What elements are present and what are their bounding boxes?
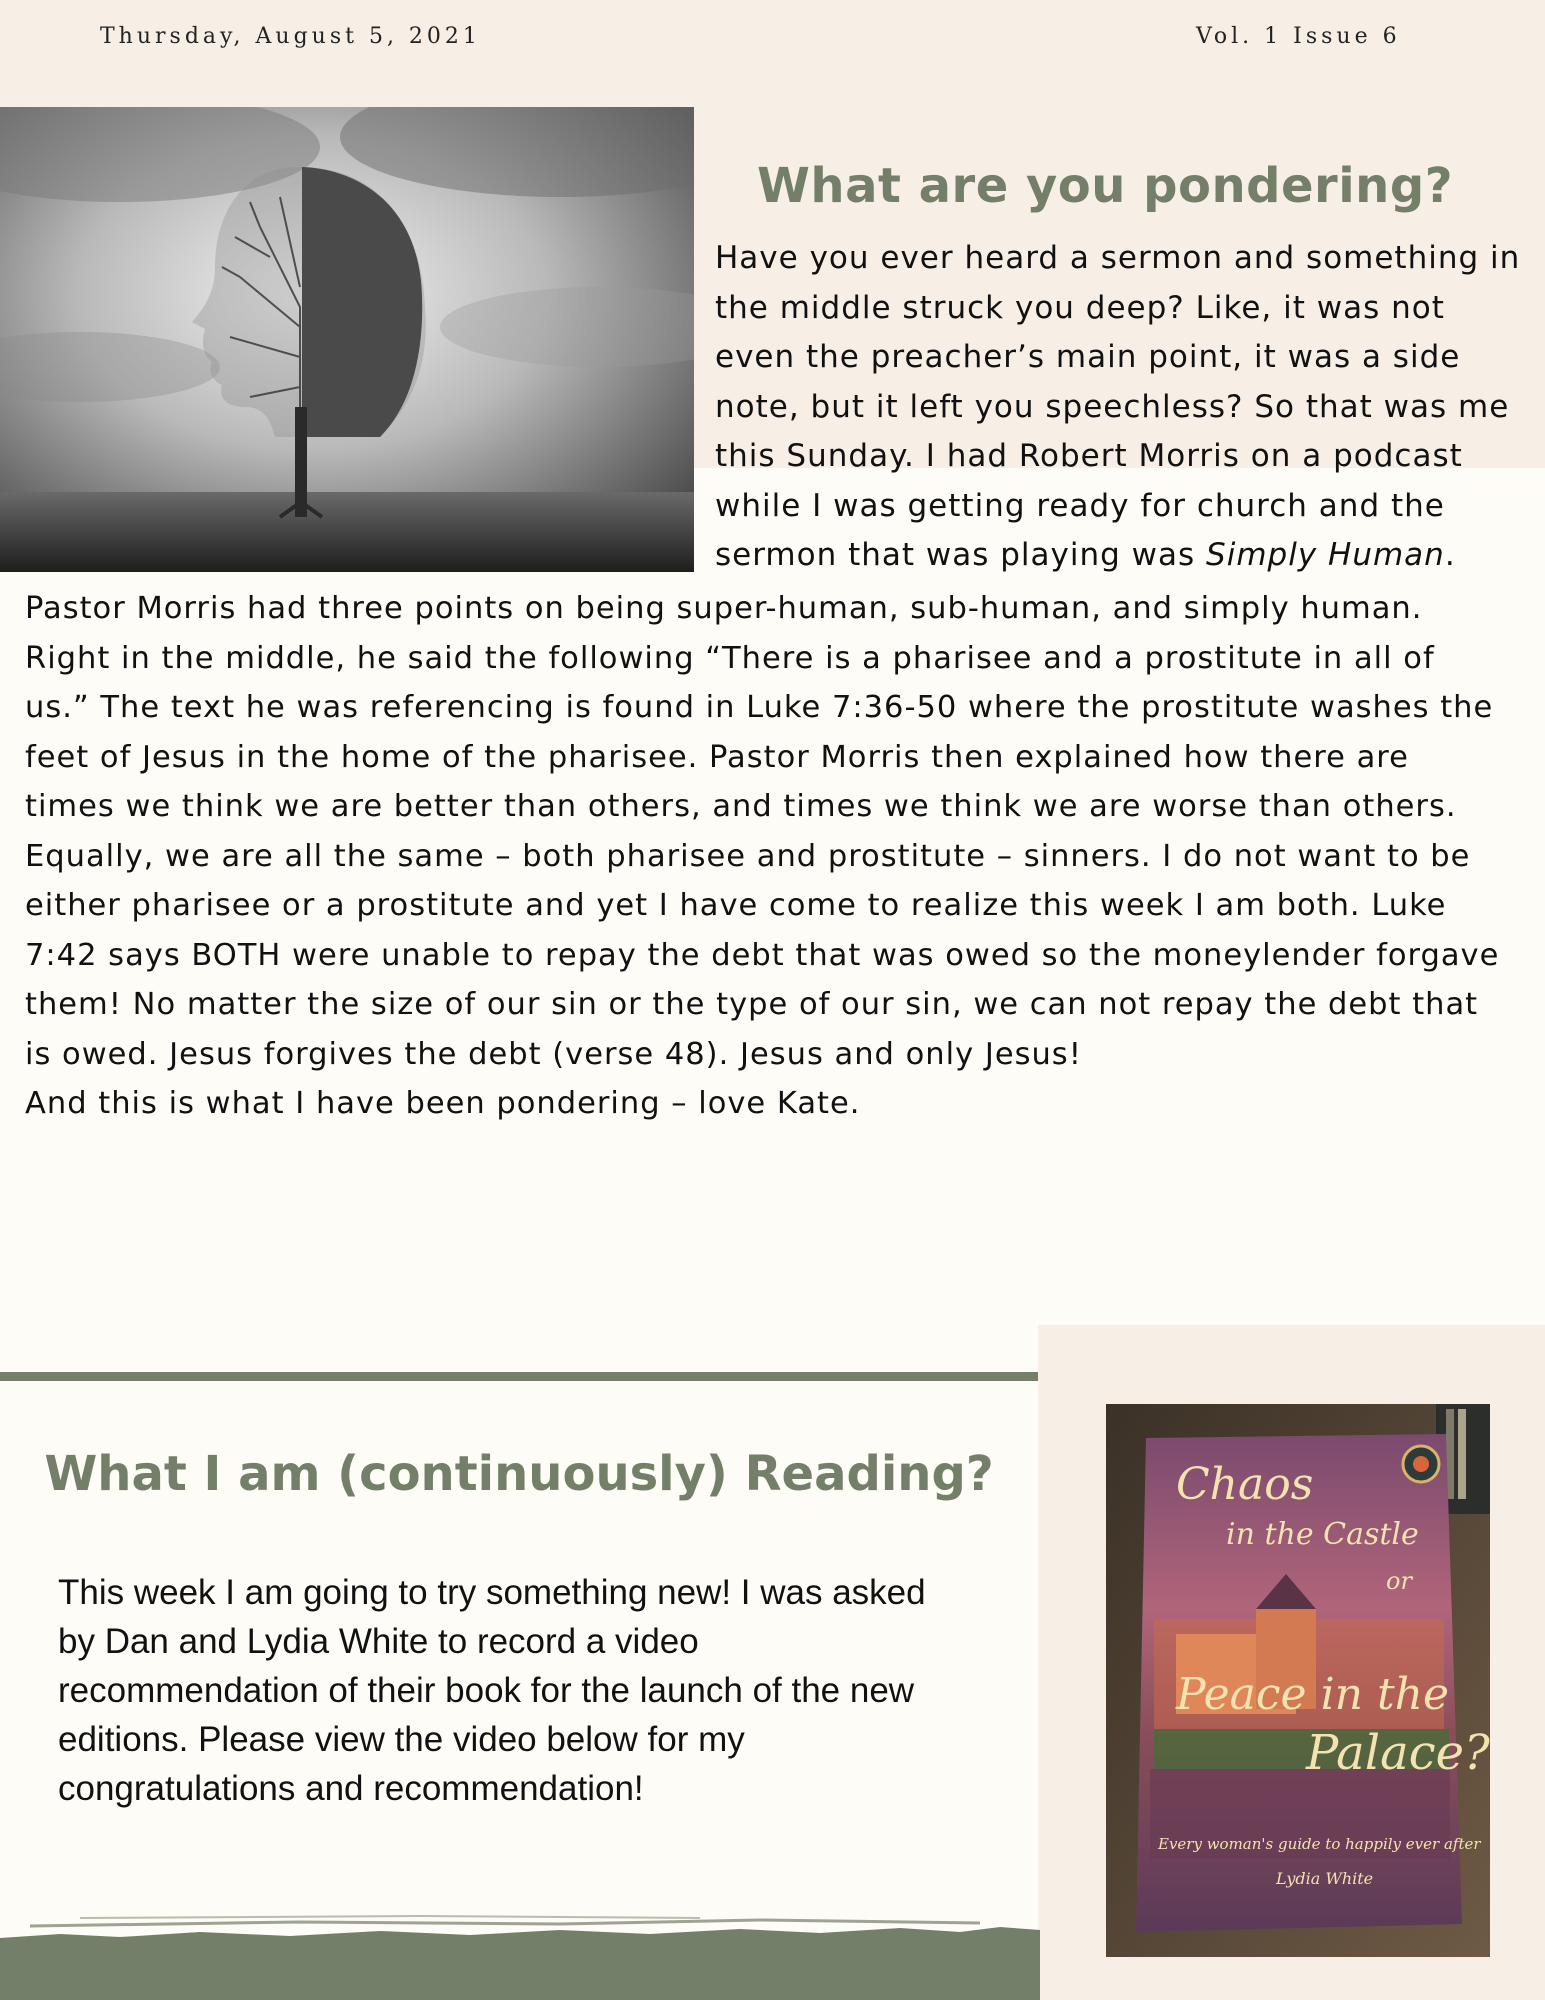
issue-number: Vol. 1 Issue 6 bbox=[1196, 24, 1401, 49]
article-pondering-title: What are you pondering? bbox=[756, 158, 1454, 214]
book-title-line: in the Castle bbox=[1226, 1517, 1419, 1552]
book-title-line: Chaos bbox=[1176, 1459, 1314, 1510]
body-line: And this is what I have been pondering – love Kate. bbox=[25, 1086, 861, 1121]
body-line: feet of Jesus in the home of the pharisee. Pastor Morris then explained how there are bbox=[25, 739, 1409, 775]
body-line: us.” The text he was referencing is found in Luke 7:36-50 where the prostitute washes the bbox=[25, 690, 1494, 725]
body-line: them! No matter the size of our sin or the type of our sin, we can not repay the debt that bbox=[25, 987, 1479, 1022]
article-pondering-intro bbox=[715, 234, 1535, 581]
intro-line: this Sunday. I had Robert Morris on a podcast bbox=[715, 438, 1463, 474]
tree-head-image bbox=[0, 107, 694, 572]
issue-date: Thursday, August 5, 2021 bbox=[100, 24, 481, 49]
article-reading-title: What I am (continuously) Reading? bbox=[44, 1446, 994, 1502]
brush-stroke-footer bbox=[0, 1908, 1040, 2000]
intro-line: sermon that was playing was bbox=[715, 537, 1207, 573]
intro-line: even the preacher’s main point, it was a side bbox=[715, 339, 1461, 375]
reading-line: recommendation of their book for the launch of the new bbox=[58, 1671, 915, 1710]
book-author: Lydia White bbox=[1276, 1869, 1374, 1888]
reading-line: by Dan and Lydia White to record a video bbox=[58, 1622, 699, 1661]
intro-line: while I was getting ready for church and the bbox=[715, 487, 1445, 524]
book-title-line: Peace in the bbox=[1176, 1669, 1450, 1720]
reading-line: congratulations and recommendation! bbox=[58, 1769, 644, 1808]
intro-line-end: . bbox=[1444, 537, 1456, 573]
body-line: 7:42 says BOTH were unable to repay the debt that was owed so the moneylender forgave bbox=[25, 937, 1500, 973]
body-line: times we think we are better than others, and times we think we are worse than others. bbox=[25, 789, 1457, 824]
reading-line: editions. Please view the video below for my bbox=[58, 1720, 745, 1759]
book-title-line: or bbox=[1386, 1567, 1412, 1595]
body-line: either pharisee or a prostitute and yet I have come to realize this week I am both. Luke bbox=[25, 888, 1447, 923]
body-line: Right in the middle, he said the following “There is a pharisee and a prostitute in all of bbox=[25, 640, 1435, 676]
reading-line: This week I am going to try something new! I was asked bbox=[58, 1573, 926, 1612]
article-reading-body bbox=[58, 1568, 978, 1813]
intro-line: Have you ever heard a sermon and something in bbox=[715, 240, 1521, 276]
sermon-title: Simply Human bbox=[1206, 537, 1445, 573]
book-subtitle: Every woman's guide to happily ever after bbox=[1158, 1835, 1481, 1853]
section-divider bbox=[0, 1372, 1038, 1381]
book-cover-image bbox=[1106, 1404, 1490, 1957]
book-title-line: Palace? bbox=[1306, 1725, 1490, 1781]
body-line: Pastor Morris had three points on being super-human, sub-human, and simply human. bbox=[25, 591, 1423, 626]
body-line: Equally, we are all the same – both pharisee and prostitute – sinners. I do not want to be bbox=[25, 838, 1471, 874]
intro-line: the middle struck you deep? Like, it was not bbox=[715, 289, 1445, 326]
body-line: is owed. Jesus forgives the debt (verse 48). Jesus and only Jesus! bbox=[25, 1036, 1082, 1072]
intro-line: note, but it left you speechless? So that was me bbox=[715, 388, 1510, 425]
article-pondering-body bbox=[25, 584, 1540, 1129]
